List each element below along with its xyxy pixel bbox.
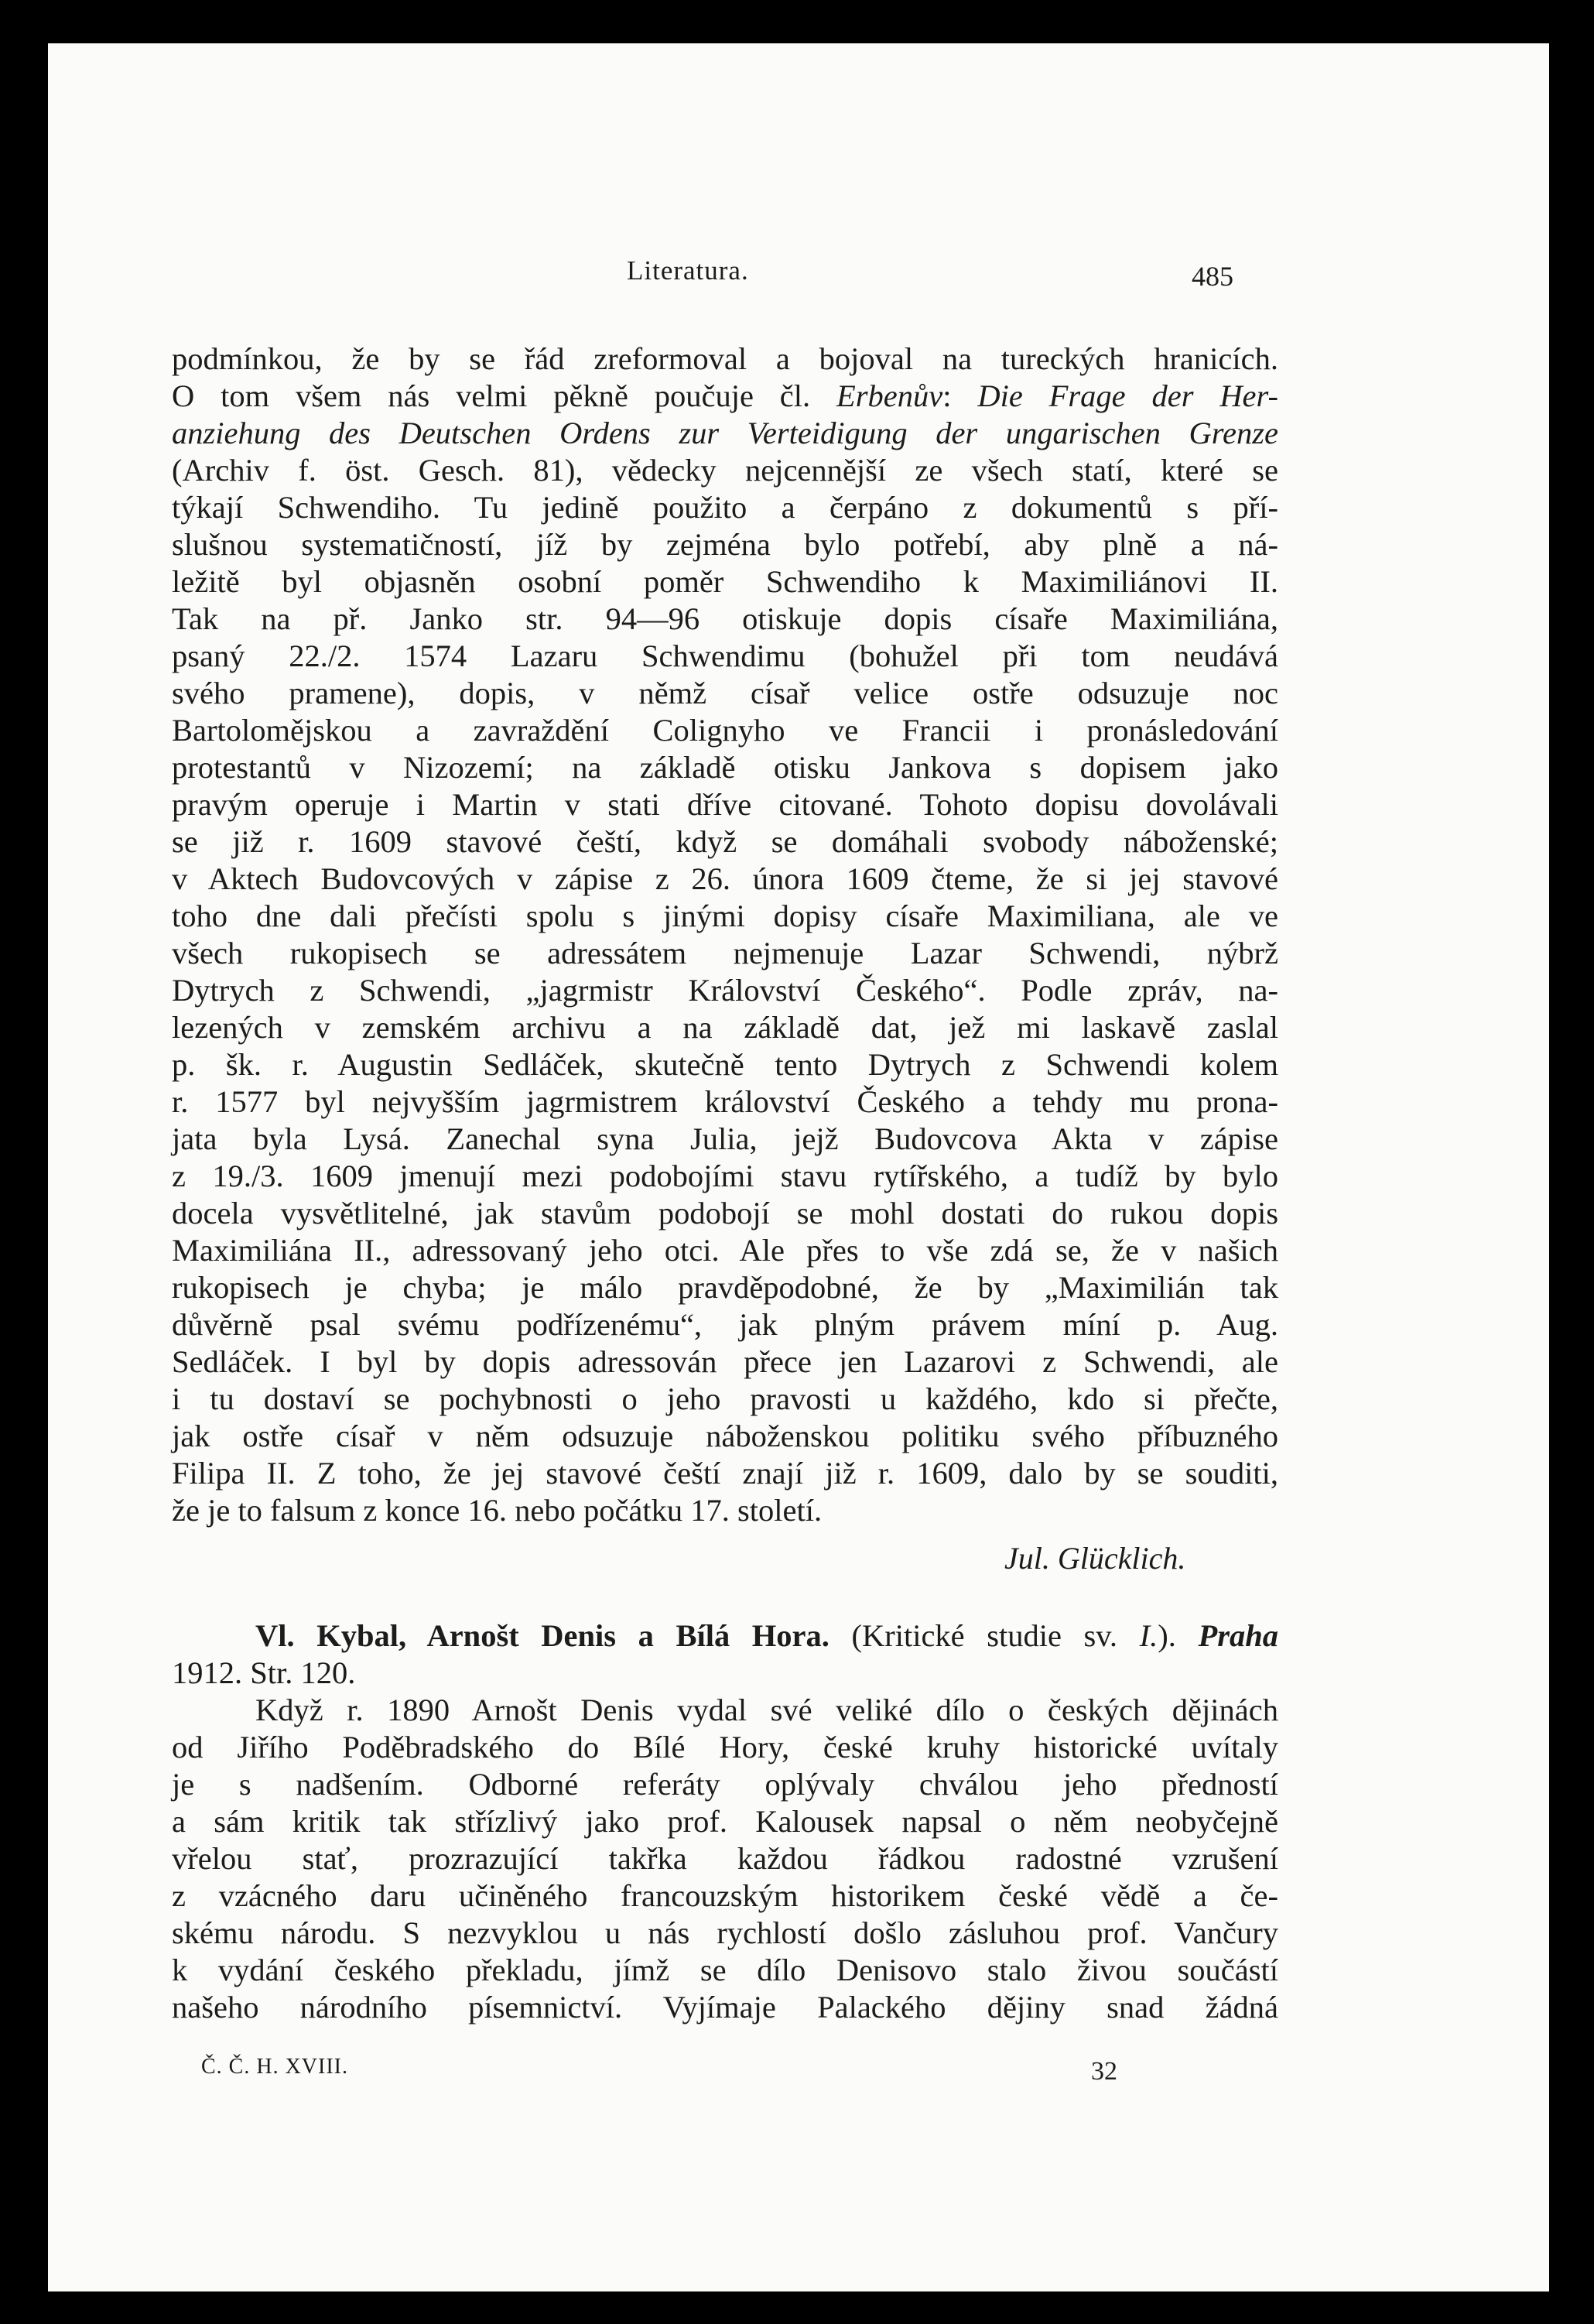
text-line: Sedláček. I byl by dopis adressován přece jen Lazarovi z Schwendi, ale — [172, 1344, 1278, 1379]
text-line: r. 1577 byl nejvyšším jagrmistrem království Českého a tehdy mu prona- — [172, 1084, 1278, 1119]
text-line: 1912. Str. 120. — [172, 1655, 356, 1690]
text-line: toho dne dali přečísti spolu s jinými dopisy císaře Maximiliana, ale ve — [172, 898, 1278, 933]
text-line — [172, 415, 1278, 452]
text-line: se již r. 1609 stavové čeští, když se domáhali svobody náboženské; — [172, 824, 1278, 859]
text-line: Tak na př. Janko str. 94—96 otiskuje dopis císaře Maximiliána, — [172, 601, 1278, 636]
text-line: podmínkou, že by se řád zreformoval a bojoval na tureckých hranicích. — [172, 341, 1278, 376]
text-line: v Aktech Budovcových v zápise z 26. února 1609 čteme, že si jej stavové — [172, 861, 1278, 896]
review-title: Vl. Kybal, Arnošt Denis a Bílá Hora. — [255, 1618, 829, 1653]
text-line: důvěrně psal svému podřízenému“, jak plným právem míní p. Aug. — [172, 1307, 1278, 1342]
text-line: vřelou stať, prozrazující takřka každou řádkou radostné vzrušení — [172, 1841, 1278, 1876]
text-line: všech rukopisech se adressátem nejmenuje Lazar Schwendi, nýbrž — [172, 936, 1278, 970]
text-line: lezených v zemském archivu a na základě dat, jež mi laskavě zaslal — [172, 1010, 1278, 1045]
text-line: skému národu. S nezvyklou u nás rychlostí došlo zásluhou prof. Vančury — [172, 1915, 1278, 1950]
text-line: Když r. 1890 Arnošt Denis vydal své veliké dílo o českých dějinách — [255, 1693, 1278, 1727]
text-line: svého pramene), dopis, v němž císař velice ostře odsuzuje noc — [172, 676, 1278, 710]
text-line: našeho národního písemnictví. Vyjímaje Palackého dějiny snad žádná — [172, 1990, 1278, 2025]
text-line: protestantů v Nizozemí; na základě otisku Jankova s dopisem jako — [172, 750, 1278, 785]
cited-author: Erbenův — [836, 378, 943, 413]
text-line: O tom všem nás velmi pěkně poučuje čl. Erbenův: Die Frage der Her- — [172, 378, 1278, 413]
cited-title: Die Frage der Her- — [977, 378, 1278, 413]
text-line: ležitě byl objasněn osobní poměr Schwendiho k Maximiliánovi II. — [172, 564, 1278, 599]
text-line: Filipa II. Z toho, že jej stavové čeští znají již r. 1609, dalo by se souditi, — [172, 1456, 1278, 1491]
cited-title: anziehung des Deutschen Ordens zur Verteidigung der ungarischen Grenze — [172, 416, 1278, 450]
text-line: i tu dostaví se pochybnosti o jeho pravosti u každého, kdo si přečte, — [172, 1381, 1278, 1416]
text-line: p. šk. r. Augustin Sedláček, skutečně tento Dytrych z Schwendi kolem — [172, 1047, 1278, 1082]
text-line: a sám kritik tak střízlivý jako prof. Kalousek napsal o něm neobyčejně — [172, 1804, 1278, 1839]
sheet-number: 32 — [1091, 2057, 1117, 2086]
text-line: od Jiřího Poděbradského do Bílé Hory, české kruhy historické uvítaly — [172, 1730, 1278, 1764]
text-line: jak ostře císař v něm odsuzuje náboženskou politiku svého příbuzného — [172, 1419, 1278, 1453]
printer-signature-mark: Č. Č. H. XVIII. — [201, 2055, 348, 2079]
text-line: docela vysvětlitelné, jak stavům podobojí se mohl dostati do rukou dopis — [172, 1196, 1278, 1230]
text-line: k vydání českého překladu, jímž se dílo Denisovo stalo živou součástí — [172, 1953, 1278, 1987]
text-line: týkají Schwendiho. Tu jedině použito a čerpáno z dokumentů s pří- — [172, 490, 1278, 525]
review-heading: Vl. Kybal, Arnošt Denis a Bílá Hora. (Kritické studie sv. I.). Praha — [255, 1618, 1278, 1653]
text-line: slušnou systematičností, jíž by zejména bylo potřebí, aby plně a ná- — [172, 527, 1278, 562]
text-line: Dytrych z Schwendi, „jagrmistr Království Českého“. Podle zpráv, na- — [172, 973, 1278, 1008]
text-line: pravým operuje i Martin v stati dříve citované. Tohoto dopisu dovolávali — [172, 787, 1278, 822]
page-number: 485 — [1192, 261, 1233, 292]
text-line: z vzácného daru učiněného francouzským historikem české vědě a če- — [172, 1878, 1278, 1913]
running-title: Literatura. — [627, 255, 749, 286]
text-line: psaný 22./2. 1574 Lazaru Schwendimu (bohužel při tom neudává — [172, 638, 1278, 673]
text-line: Maximiliána II., adressovaný jeho otci. Ale přes to vše zdá se, že v našich — [172, 1233, 1278, 1268]
text-line: že je to falsum z konce 16. nebo počátku 17. století. — [172, 1493, 823, 1528]
text-line: (Archiv f. öst. Gesch. 81), vědecky nejcennější ze všech statí, které se — [172, 453, 1278, 488]
text-line: z 19./3. 1609 jmenují mezi podobojími stavu rytířského, a tudíž by bylo — [172, 1159, 1278, 1193]
text-line: Bartolomějskou a zavraždění Colignyho ve Francii i pronásledování — [172, 713, 1278, 748]
text-line: rukopisech je chyba; je málo pravděpodobné, že by „Maximilián tak — [172, 1270, 1278, 1305]
text-line: jata byla Lysá. Zanechal syna Julia, jejž Budovcova Akta v zápise — [172, 1121, 1278, 1156]
text-line: je s nadšením. Odborné referáty oplývaly chválou jeho předností — [172, 1767, 1278, 1802]
review-signature: Jul. Glücklich. — [1004, 1541, 1186, 1576]
